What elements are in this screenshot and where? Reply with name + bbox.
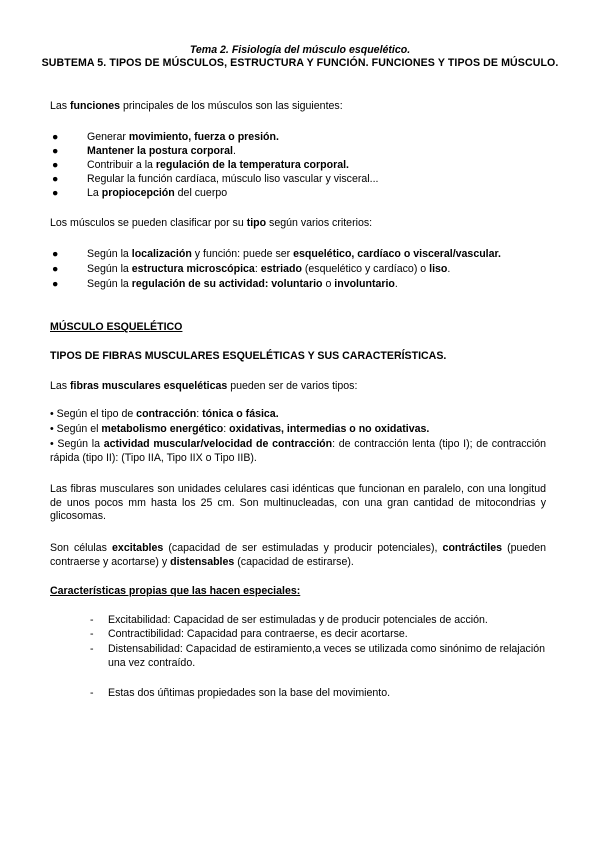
caracteristicas-heading: Características propias que las hacen especiales: — [50, 585, 301, 597]
funciones-intro: Las funciones principales de los músculos son las siguientes: — [50, 100, 343, 112]
parrafo-fibras: Las fibras musculares son unidades celulares casi idénticas que funcionan en paralelo, con una longitud de unos pocos mm hasta los 25 cm. Son multinucleadas, con una gran cantidad de mitocondrias y glicosomas. — [50, 483, 546, 522]
dash-icon: - — [90, 614, 94, 626]
subtema-title: SUBTEMA 5. TIPOS DE MÚSCULOS, ESTRUCTURA Y FUNCIÓN. FUNCIONES Y TIPOS DE MÚSCULO. — [41, 57, 559, 69]
document-page: Tema 2. Fisiología del músculo esquelético. SUBTEMA 5. TIPOS DE MÚSCULOS, ESTRUCTURA Y FUNCIÓN. FUNCIONES Y TIPOS DE MÚSCULO. Las funciones principales de los músculos son las siguientes: ● Generar movimiento, fuerza o presión. ● Mantener la postura corporal. ● Contribuir a la regulación de la temperatura corporal. ● Regular la función cardíaca, músculo liso vascular y visceral... ● La propiocepción del cuerpo Los músculos se pueden clasificar por su tipo según varios criterios: ● Según la localización y función: puede ser esquelético, cardíaco o visceral/vascular. ● Según la estructura microscópica: estriado (esquelético y cardíaco) o liso. ● Según la regulación de su actividad: voluntario o involuntario. MÚSCULO ESQUELÉTICO TIPOS DE FIBRAS MUSCULARES ESQUELÉTICAS Y SUS CARACTERÍSTICAS. Las fibras musculares esqueléticas pueden ser de varios tipos: • Según el tipo de contracción: tónica o fásica. • Según el metabolismo energético: oxidativas, intermedias o no oxidativas. • Según la actividad muscular/velocidad de contracción: de contracción lenta (tipo I); de contracción rápida (tipo II): (Tipo IIA, Tipo IIX o Tipo IIB). Las fibras musculares son unidades celulares casi idénticas que funcionan en paralelo, con una longitud de unos pocos mm hasta los 25 cm. Son multinucleadas, con una gran cantidad de mitocondrias y glicosomas. Son células excitables (capacidad de ser estimuladas y producir potenciales), contráctiles (pueden contraerse y acortarse) y distensables (capacidad de estirarse). Características propias que las hacen especiales: - Excitabilidad: Capacidad de ser estimuladas y de producir potenciales de acción. - Contractibilidad: Capacidad para contraerse, es decir acortarse. - Distensabilidad: Capacidad de estiramiento,a veces se utilizada como sinónimo de relajación una vez contraído. - Estas dos úñtimas propiedades son la base del movimiento. — [41, 44, 559, 699]
bullet-icon: ● — [52, 187, 59, 199]
tema-title: Tema 2. Fisiología del músculo esquelético. — [189, 44, 411, 56]
bullet-icon: ● — [52, 263, 59, 275]
section-heading: MÚSCULO ESQUELÉTICO — [50, 321, 183, 333]
parrafo-celulas: Son células excitables (capacidad de ser estimuladas y producir potenciales), contráctiles (pueden contraerse y acortarse) y distensables (capacidad de estirarse). — [50, 542, 546, 568]
bullet-icon: ● — [52, 278, 59, 290]
bullet-icon: ● — [52, 159, 59, 171]
bullet-icon: ● — [52, 248, 59, 260]
fibras-item: • Según el tipo de contracción: tónica o fásica. — [50, 408, 279, 420]
bullet-icon: ● — [52, 145, 59, 157]
fibras-intro: Las fibras musculares esqueléticas pueden ser de varios tipos: — [50, 380, 358, 392]
fibras-item: • Según el metabolismo energético: oxidativas, intermedias o no oxidativas. — [50, 423, 430, 435]
bullet-icon: ● — [52, 131, 59, 143]
fibras-item: • Según la actividad muscular/velocidad de contracción: de contracción lenta (tipo I); de contracción rápida (tipo II): (Tipo IIA, Tipo IIX o Tipo IIB). — [50, 438, 546, 464]
dash-icon: - — [90, 643, 94, 655]
dash-icon: - — [90, 628, 94, 640]
bullet-icon: ● — [52, 173, 59, 185]
clasificacion-intro: Los músculos se pueden clasificar por su tipo según varios criterios: — [50, 217, 373, 229]
subsection-heading: TIPOS DE FIBRAS MUSCULARES ESQUELÉTICAS Y SUS CARACTERÍSTICAS. — [50, 350, 447, 362]
dash-icon: - — [90, 687, 94, 699]
